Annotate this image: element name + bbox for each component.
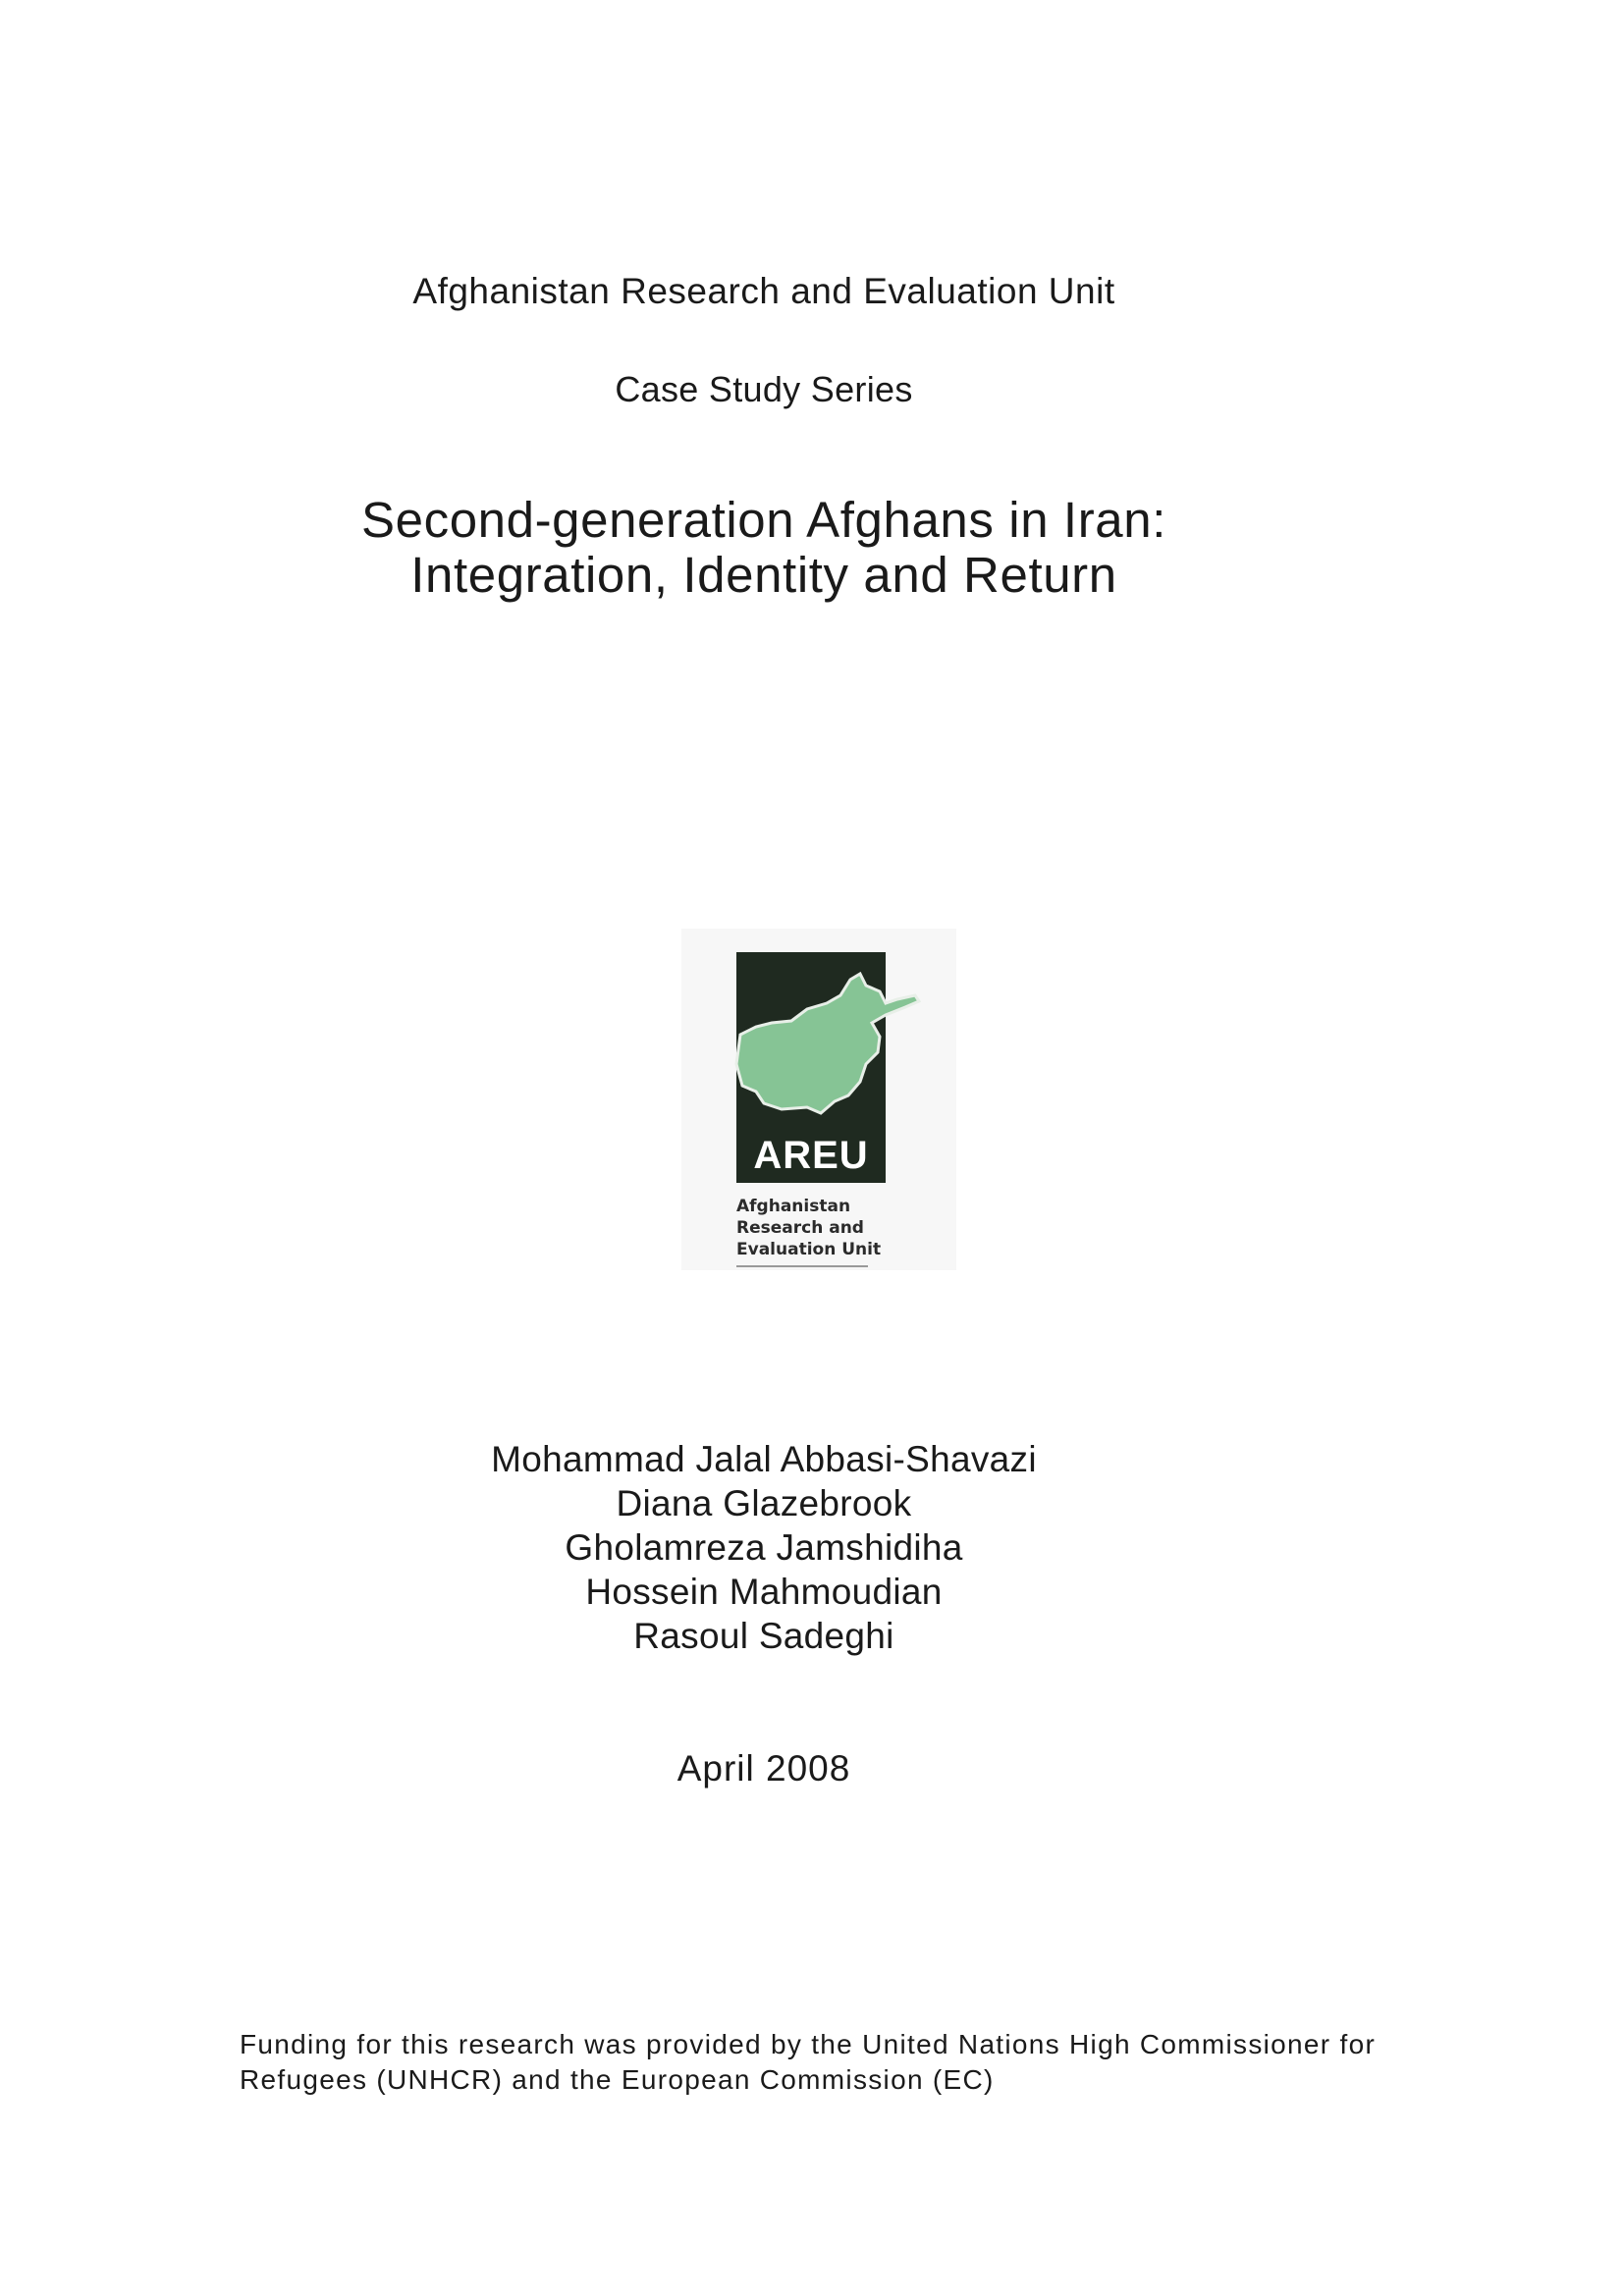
- logo-caption-line: Evaluation Unit: [736, 1240, 882, 1259]
- funding-line-1: Funding for this research was provided by the United Nations High Commissioner for: [240, 2029, 1377, 2059]
- logo-caption-line: Research and: [736, 1218, 864, 1238]
- author-list: [0, 1437, 1528, 1658]
- afghanistan-map-icon: [713, 966, 921, 1123]
- title-line-2: Integration, Identity and Return: [410, 547, 1117, 603]
- logo-caption-line: Afghanistan: [736, 1197, 851, 1216]
- series-name: Case Study Series: [615, 369, 913, 409]
- logo-acronym: AREU: [742, 1130, 880, 1181]
- author-name: Hossein Mahmoudian: [585, 1572, 943, 1612]
- author-name: Diana Glazebrook: [616, 1483, 912, 1523]
- document-title: [0, 493, 1528, 603]
- author-name: Gholamreza Jamshidiha: [565, 1527, 963, 1568]
- author-name: Mohammad Jalal Abbasi-Shavazi: [491, 1439, 1037, 1479]
- organization-name: Afghanistan Research and Evaluation Unit: [412, 271, 1115, 311]
- author-name: Rasoul Sadeghi: [633, 1616, 894, 1656]
- areu-logo: [681, 929, 956, 1270]
- funding-line-2: Refugees (UNHCR) and the European Commission (EC): [240, 2064, 995, 2095]
- funding-note: [240, 2027, 1418, 2098]
- publication-date: April 2008: [676, 1748, 851, 1789]
- logo-caption: [736, 1196, 933, 1260]
- title-line-1: Second-generation Afghans in Iran:: [361, 492, 1166, 548]
- logo-divider: [736, 1265, 868, 1267]
